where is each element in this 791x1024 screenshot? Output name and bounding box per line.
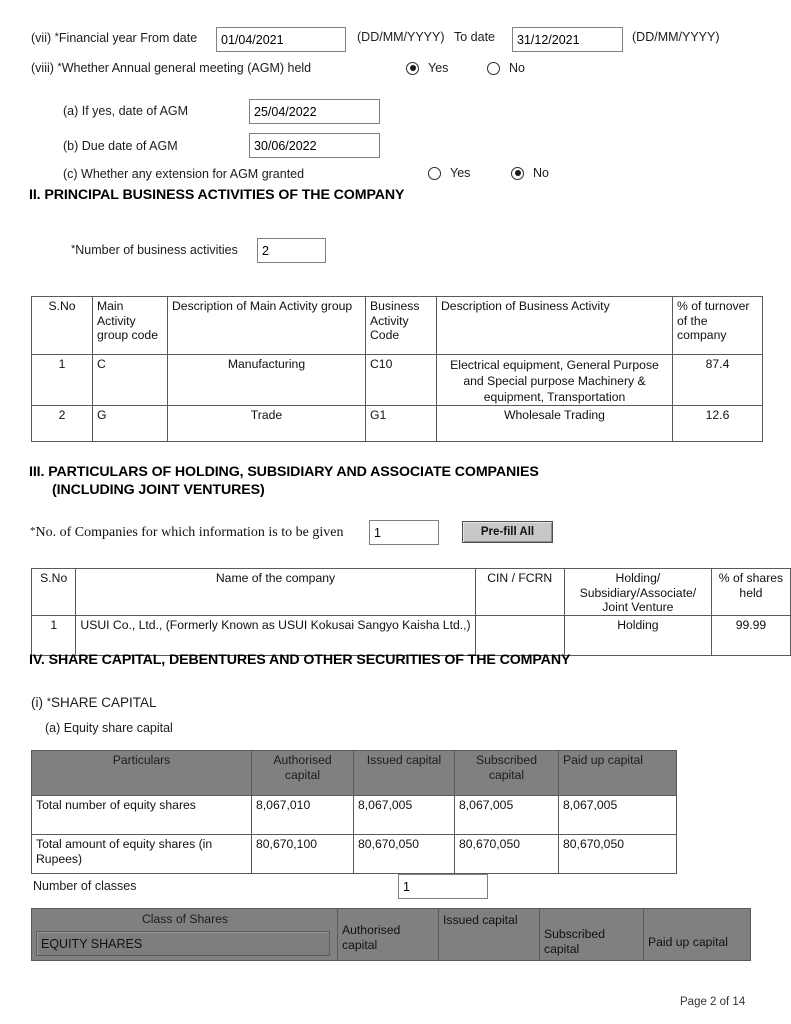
to-date-label: To date	[454, 30, 496, 44]
cell-particulars: Total number of equity shares	[36, 798, 196, 812]
cell-activity-desc: Electrical equipment, General Purpose and Special purpose Machinery & equipment, Transportation	[450, 358, 659, 404]
share-capital-label: (i) *SHARE CAPITAL	[31, 695, 157, 710]
holding-companies-table	[31, 568, 791, 656]
required-asterisk: *	[46, 696, 52, 708]
col-header-activity-desc: Description of Business Activity	[441, 299, 610, 313]
col-header-shares-held: % of shares held	[718, 571, 784, 600]
number-of-classes-input[interactable]	[398, 874, 488, 899]
agm-date-label: (a) If yes, date of AGM	[63, 104, 189, 118]
radio-selected-icon	[511, 167, 524, 180]
class-of-shares-cell	[32, 909, 337, 960]
agm-date-input[interactable]	[249, 99, 380, 124]
cell-subscribed[interactable]: 80,670,050	[459, 837, 520, 851]
from-date-format-hint: (DD/MM/YYYY)	[357, 30, 445, 44]
financial-year-from-date-input[interactable]	[216, 27, 346, 52]
table-row	[32, 406, 763, 442]
financial-year-to-date-input[interactable]	[512, 27, 623, 52]
cell-company-name[interactable]: USUI Co., Ltd., (Formerly Known as USUI Kokusai Sangyo Kaisha Ltd.,)	[80, 617, 471, 632]
cell-relation: Holding	[617, 617, 659, 632]
cell-shares-held: 99.99	[735, 617, 767, 632]
cell-group-desc: Manufacturing	[227, 357, 306, 371]
cell-paid-up[interactable]: 80,670,050	[563, 837, 624, 851]
col-header-group-desc: Description of Main Activity group	[172, 299, 353, 313]
financial-year-from-date-value: 01/04/2021	[221, 32, 284, 47]
col-header-paid-up: Paid up capital	[563, 753, 643, 767]
section-3-heading-line2: (INCLUDING JOINT VENTURES)	[52, 482, 265, 498]
holding-companies-table-wrapper	[31, 568, 791, 656]
agm-extension-label: (c) Whether any extension for AGM granted	[63, 167, 305, 181]
number-of-classes-value: 1	[403, 879, 410, 894]
cell-particulars: Total amount of equity shares (in Rupees)	[36, 837, 213, 866]
prefill-all-button[interactable]: Pre-fill All	[462, 521, 553, 543]
section-4-heading: IV. SHARE CAPITAL, DEBENTURES AND OTHER SECURITIES OF THE COMPANY	[29, 652, 571, 668]
cell-sno: 1	[58, 357, 66, 371]
agm-held-radio-no[interactable]	[487, 61, 525, 75]
class-of-shares-value: EQUITY SHARES	[41, 936, 143, 951]
agm-due-date-label: (b) Due date of AGM	[63, 139, 178, 153]
agm-due-date-value: 30/06/2022	[254, 138, 317, 153]
agm-held-yes-label: Yes	[428, 61, 449, 75]
col-header-particulars: Particulars	[112, 753, 171, 767]
agm-extension-no-label: No	[533, 166, 549, 180]
companies-count-label: *No. of Companies for which information is to be given	[30, 525, 344, 540]
col-header-issued: Issued capital	[443, 913, 518, 927]
cell-group-desc: Trade	[250, 408, 283, 422]
cell-turnover: 12.6	[705, 408, 730, 422]
cell-subscribed[interactable]: 8,067,005	[459, 798, 514, 812]
page-footer: Page 2 of 14	[680, 996, 746, 1008]
col-header-sno: S.No	[48, 299, 76, 313]
col-header-authorised: Authorised capital	[273, 753, 332, 782]
cell-sno: 1	[50, 617, 58, 632]
col-header-activity-code: Business Activity Code	[370, 299, 420, 342]
business-activities-count-value: 2	[262, 243, 269, 258]
agm-extension-yes-label: Yes	[450, 166, 471, 180]
business-activities-table	[31, 296, 763, 442]
financial-year-item-number: (vii) *Financial year From date	[31, 31, 198, 45]
col-header-subscribed: Subscribed capital	[544, 927, 605, 956]
agm-due-date-input[interactable]	[249, 133, 380, 158]
cell-paid-up[interactable]: 8,067,005	[563, 798, 618, 812]
to-date-format-hint: (DD/MM/YYYY)	[632, 30, 720, 44]
cell-group-code[interactable]: C	[97, 357, 106, 371]
cell-authorised[interactable]: 80,670,100	[256, 837, 317, 851]
cell-activity-code[interactable]: G1	[370, 408, 387, 422]
cell-cin[interactable]	[476, 616, 564, 618]
col-header-authorised: Authorised capital	[342, 923, 401, 952]
class-of-shares-input[interactable]	[36, 931, 330, 956]
col-header-paid-up: Paid up capital	[648, 935, 728, 949]
business-activities-count-input[interactable]	[257, 238, 326, 263]
business-activities-table-wrapper	[31, 296, 763, 442]
agm-extension-radio-yes[interactable]	[428, 166, 470, 180]
class-of-shares-table-wrapper	[31, 908, 751, 961]
cell-authorised[interactable]: 8,067,010	[256, 798, 311, 812]
col-header-issued: Issued capital	[366, 753, 442, 767]
cell-turnover: 87.4	[705, 357, 730, 371]
agm-extension-radio-no[interactable]	[511, 166, 549, 180]
cell-group-code[interactable]: G	[97, 408, 107, 422]
table-header-row	[32, 751, 677, 796]
cell-activity-code[interactable]: C10	[370, 357, 393, 371]
table-row	[32, 615, 791, 655]
col-header-group-code: Main Activity group code	[97, 299, 158, 342]
agm-held-no-label: No	[509, 61, 525, 75]
col-header-relation: Holding/ Subsidiary/Associate/ Joint Venture	[579, 571, 697, 614]
business-activities-count-label: *Number of business activities	[71, 243, 238, 257]
required-asterisk: *	[54, 31, 59, 43]
col-header-company-name: Name of the company	[215, 571, 336, 585]
col-header-turnover: % of turnover of the company	[677, 299, 750, 342]
companies-count-input[interactable]	[369, 520, 439, 545]
table-row	[32, 796, 677, 835]
required-asterisk: *	[30, 525, 36, 537]
cell-sno: 2	[58, 408, 66, 422]
cell-issued[interactable]: 8,067,005	[358, 798, 413, 812]
cell-issued[interactable]: 80,670,050	[358, 837, 419, 851]
equity-share-capital-label: (a) Equity share capital	[45, 721, 173, 735]
companies-count-value: 1	[374, 525, 381, 540]
table-header-row	[32, 569, 791, 616]
table-row	[32, 835, 677, 874]
radio-empty-icon	[487, 62, 500, 75]
section-3-heading-line1: III. PARTICULARS OF HOLDING, SUBSIDIARY AND ASSOCIATE COMPANIES	[29, 464, 539, 480]
agm-held-label: (viii) *Whether Annual general meeting (AGM) held	[31, 61, 312, 75]
cell-activity-desc: Wholesale Trading	[504, 408, 605, 422]
financial-year-to-date-value: 31/12/2021	[517, 32, 580, 47]
radio-empty-icon	[428, 167, 441, 180]
section-2-heading: II. PRINCIPAL BUSINESS ACTIVITIES OF THE COMPANY	[29, 187, 405, 203]
agm-held-radio-yes[interactable]	[406, 61, 448, 75]
col-header-cin: CIN / FCRN	[487, 571, 553, 585]
equity-capital-table	[31, 750, 677, 874]
col-header-class-of-shares: Class of Shares	[141, 912, 229, 926]
agm-date-value: 25/04/2022	[254, 104, 317, 119]
table-header-row	[32, 909, 751, 961]
table-header-row	[32, 297, 763, 355]
col-header-sno: S.No	[40, 571, 68, 585]
class-of-shares-table	[31, 908, 751, 961]
required-asterisk: *	[71, 243, 76, 255]
number-of-classes-label: Number of classes	[33, 879, 137, 893]
radio-selected-icon	[406, 62, 419, 75]
table-row	[32, 355, 763, 406]
col-header-subscribed: Subscribed capital	[476, 753, 537, 782]
required-asterisk: *	[57, 61, 62, 73]
equity-capital-table-wrapper	[31, 750, 677, 874]
